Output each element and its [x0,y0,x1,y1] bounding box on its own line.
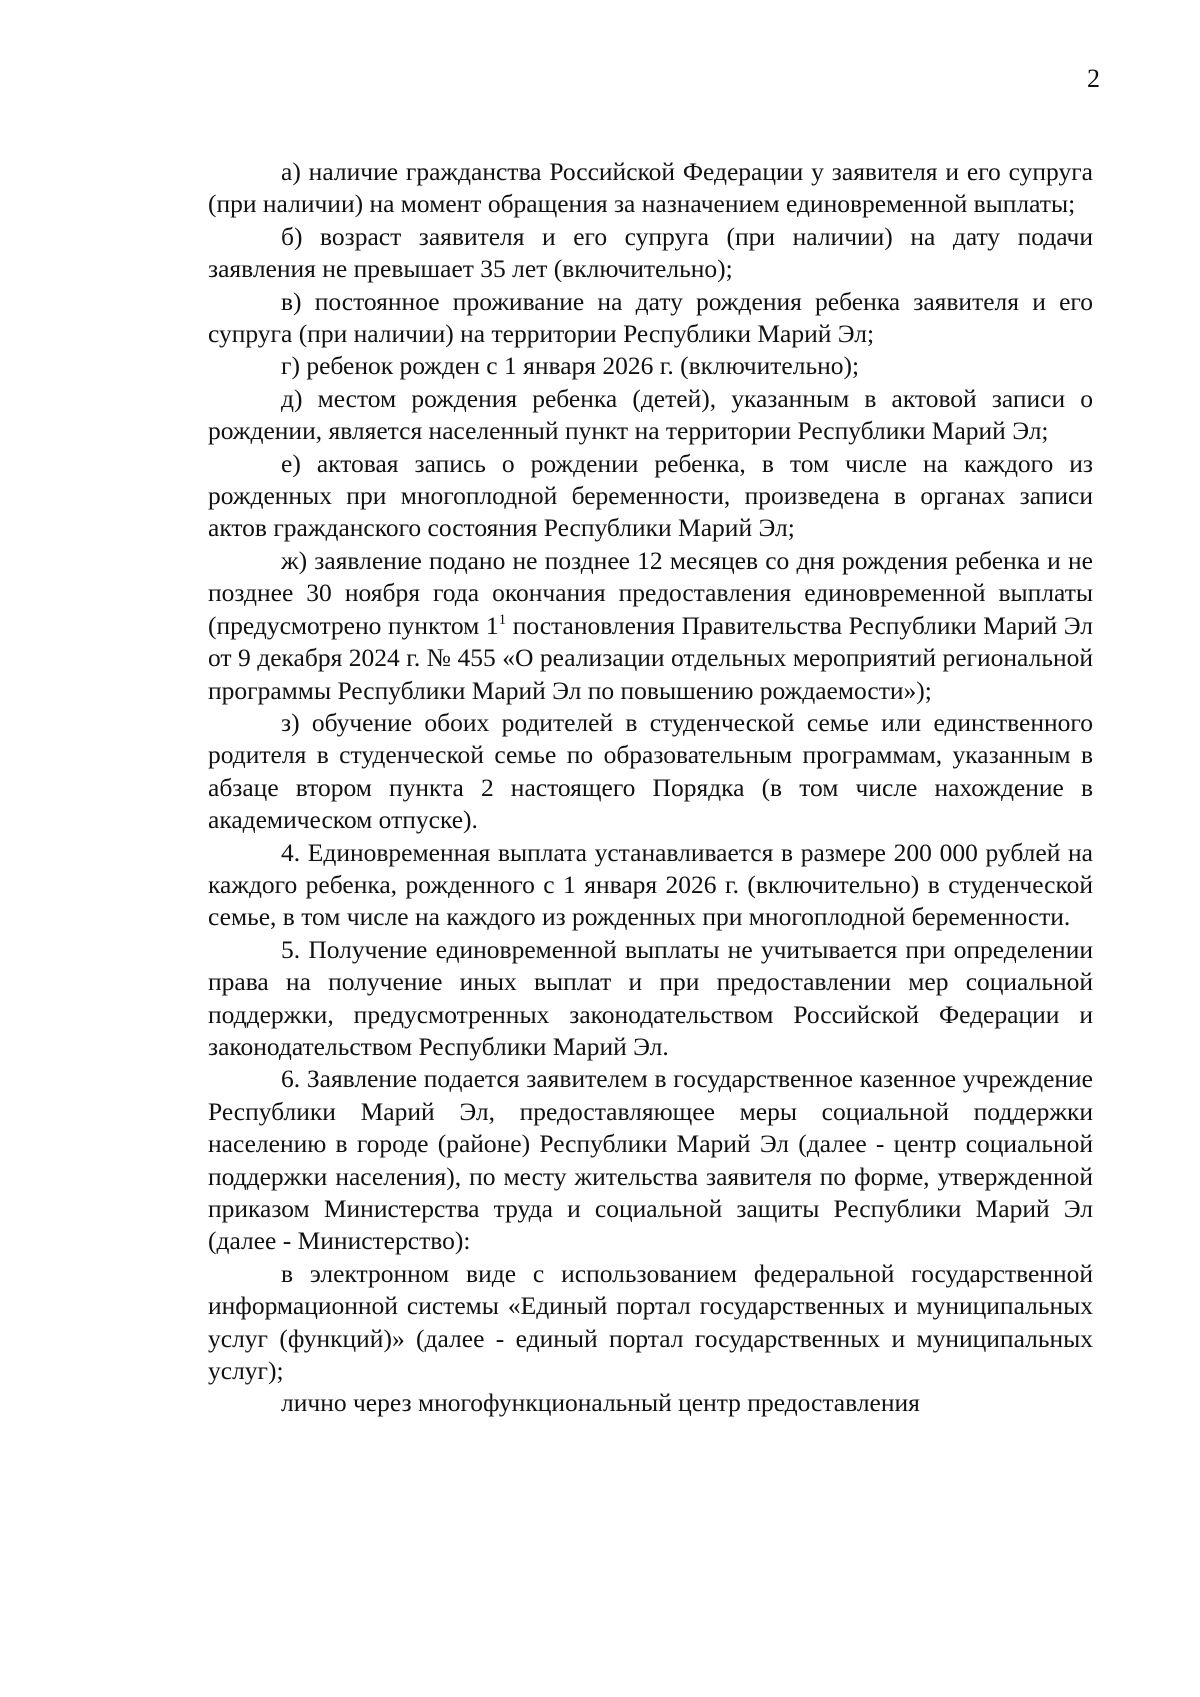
page-number: 2 [1087,64,1100,93]
paragraph-in-person: лично через многофункциональный центр предоставления [281,1388,920,1418]
paragraph-zh-continuation: постановления Правительства Республики Марий Эл от 9 декабря 2024 г. № 455 «О реализации отдельных мероприятий региональной программы Республики Марий Эл по повышению рождаемости»); [208,610,1094,705]
footnote-superscript: 1 [498,611,507,628]
paragraph-6: 6. Заявление подается заявителем в государственное казенное учреждение Республики Марий Эл, предоставляющее меры социальной поддержки населению в городе (районе) Республики Марий Эл (далее - центр социальной поддержки населения), по месту жительства заявителя по форме, утвержденной приказом Министерства труда и социальной защиты Республики Марий Эл (далее - Министерство): [208,1064,1093,1256]
paragraph-5: 5. Получение единовременной выплаты не учитывается при определении права на получение иных выплат и при предоставлении мер социальной поддержки, предусмотренных законодательством Российской Федерации и законодательством Республики Марий Эл. [208,934,1093,1061]
paragraph-e: е) актовая запись о рождении ребенка, в том числе на каждого из рожденных при многоплодной беременности, произведена в органах записи актов гражданского состояния Республики Марий Эл; [208,448,1093,543]
paragraph-4: 4. Единовременная выплата устанавливается в размере 200 000 рублей на каждого ребенка, рожденного с 1 января 2026 г. (включительно) в студенческой семье, в том числе на каждого из рожденных при многоплодной беременности. [208,837,1093,932]
paragraph-d: д) местом рождения ребенка (детей), указанным в актовой записи о рождении, является населенный пункт на территории Республики Марий Эл; [208,383,1093,446]
paragraph-b: б) возраст заявителя и его супруга (при наличии) на дату подачи заявления не превышает 35 лет (включительно); [208,221,1093,284]
paragraph-g: г) ребенок рожден с 1 января 2026 г. (включительно); [281,351,860,381]
paragraph-zh-text: ж) заявление подано не позднее 12 месяцев со дня рождения ребенка и не позднее 30 ноября года окончания предоставления единовременной выплаты (предусмотрено пунктом 1 [208,545,1093,640]
paragraph-v: в) постоянное проживание на дату рождения ребенка заявителя и его супруга (при наличии) на территории Республики Марий Эл; [208,286,1093,349]
paragraph-electronic: в электронном виде с использованием федеральной государственной информационной системы «Единый портал государственных и муниципальных услуг (функций)» (далее - единый портал государственных и муниципальных услуг); [208,1258,1093,1386]
paragraph-zh [208,545,1093,707]
document-body [208,156,1093,1420]
paragraph-z: з) обучение обоих родителей в студенческой семье или единственного родителя в студенческой семье по образовательным программам, указанным в абзаце втором пункта 2 настоящего Порядка (в том числе нахождение в академическом отпуске). [208,707,1093,835]
paragraph-a: а) наличие гражданства Российской Федерации у заявителя и его супруга (при наличии) на момент обращения за назначением единовременной выплаты; [208,157,1093,219]
